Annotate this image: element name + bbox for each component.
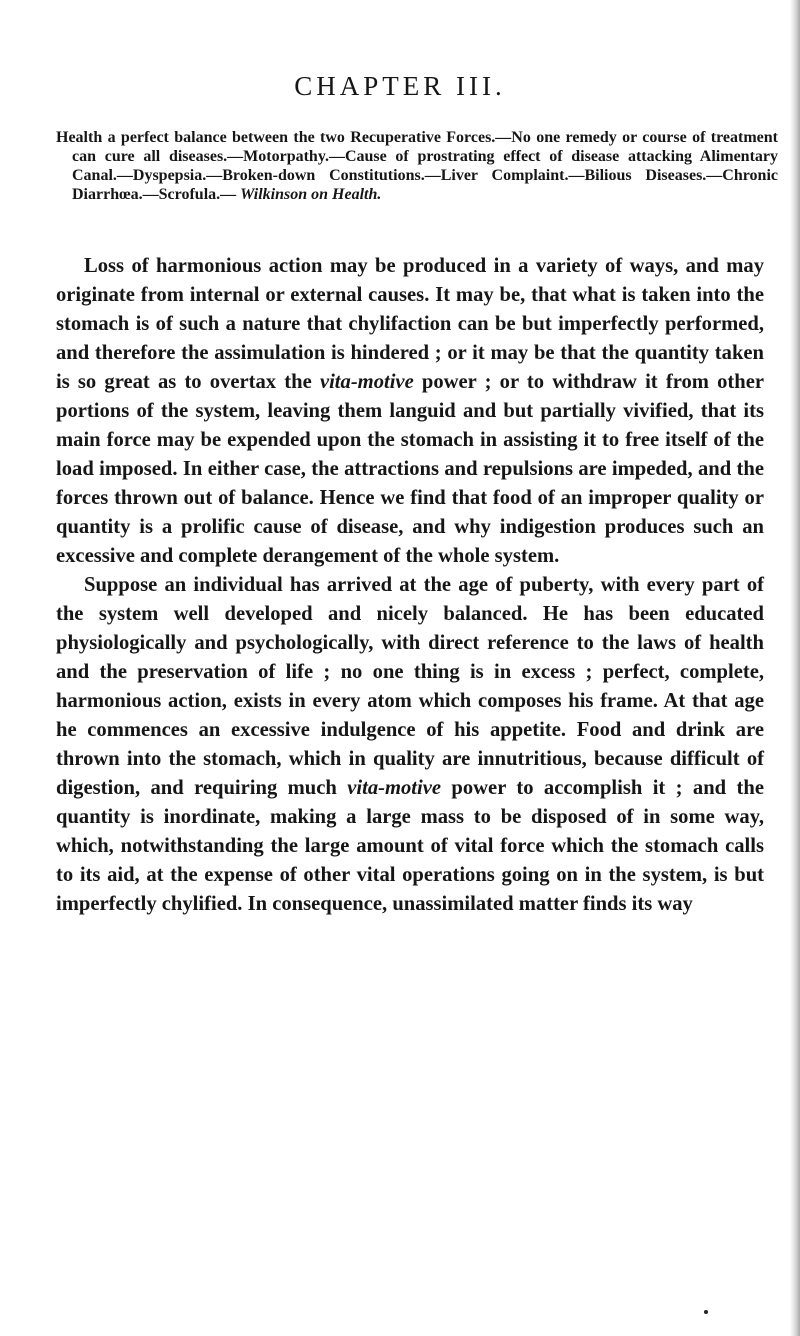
summary-text: Health a perfect balance between the two Recuperative Forces.—No one remedy or course of treatment can cure all diseases.—Motorpathy.—Cause of prostrating effect of disease attacking Alimentary Canal.—Dyspepsia.—Broken-down Constitutions.—Liver Complaint.—Bilious Diseases.—Chronic Diarrhœa.—Scrofula.—	[56, 129, 778, 203]
paragraph-1-part-2: power ; or to withdraw it from other portions of the system, leaving them languid and but partially vivified, that its main force may be expended upon the stomach in assisting it to free itself of the load imposed. In either case, the attractions and repulsions are impeded, and the forces thrown out of balance. Hence we find that food of an improper quality or quantity is a prolific cause of disease, and why indigestion produces such an excessive and complete derangement of the whole system.	[56, 371, 764, 567]
print-speck	[704, 1310, 708, 1314]
paragraph-2-emphasis: vita-motive	[347, 777, 442, 799]
paragraph-2	[56, 571, 764, 919]
page-edge-shadow	[790, 0, 800, 1336]
summary-attribution: Wilkinson on Health.	[240, 186, 382, 203]
paragraph-1-part-1: Loss of harmonious action may be produced in a variety of ways, and may originate from internal or external causes. It may be, that what is taken into the stomach is of such a nature that chylifaction can be but imperfectly performed, and therefore the assimulation is hindered ; or it may be that the quantity taken is so great as to overtax the	[56, 255, 764, 393]
paragraph-1	[56, 252, 764, 571]
paragraph-1-emphasis: vita-motive	[319, 371, 414, 393]
chapter-title: CHAPTER III.	[294, 71, 506, 101]
chapter-body	[56, 252, 764, 919]
paragraph-2-part-2: power to accomplish it ; and the quantity is inordinate, making a large mass to be disposed of in some way, which, notwithstanding the large amount of vital force which the stomach calls to its aid, at the expense of other vital operations going on in the system, is but imperfectly chylified. In consequence, unassimilated matter finds its way	[56, 777, 764, 915]
chapter-summary	[56, 128, 778, 204]
paragraph-2-part-1: Suppose an individual has arrived at the age of puberty, with every part of the system well developed and nicely balanced. He has been educated physiologically and psychologically, with direct reference to the laws of health and the preservation of life ; no one thing is in excess ; perfect, complete, harmonious action, exists in every atom which composes his frame. At that age he commences an excessive indulgence of his appetite. Food and drink are thrown into the stomach, which in quality are innutritious, because difficult of digestion, and requiring much	[56, 574, 764, 799]
